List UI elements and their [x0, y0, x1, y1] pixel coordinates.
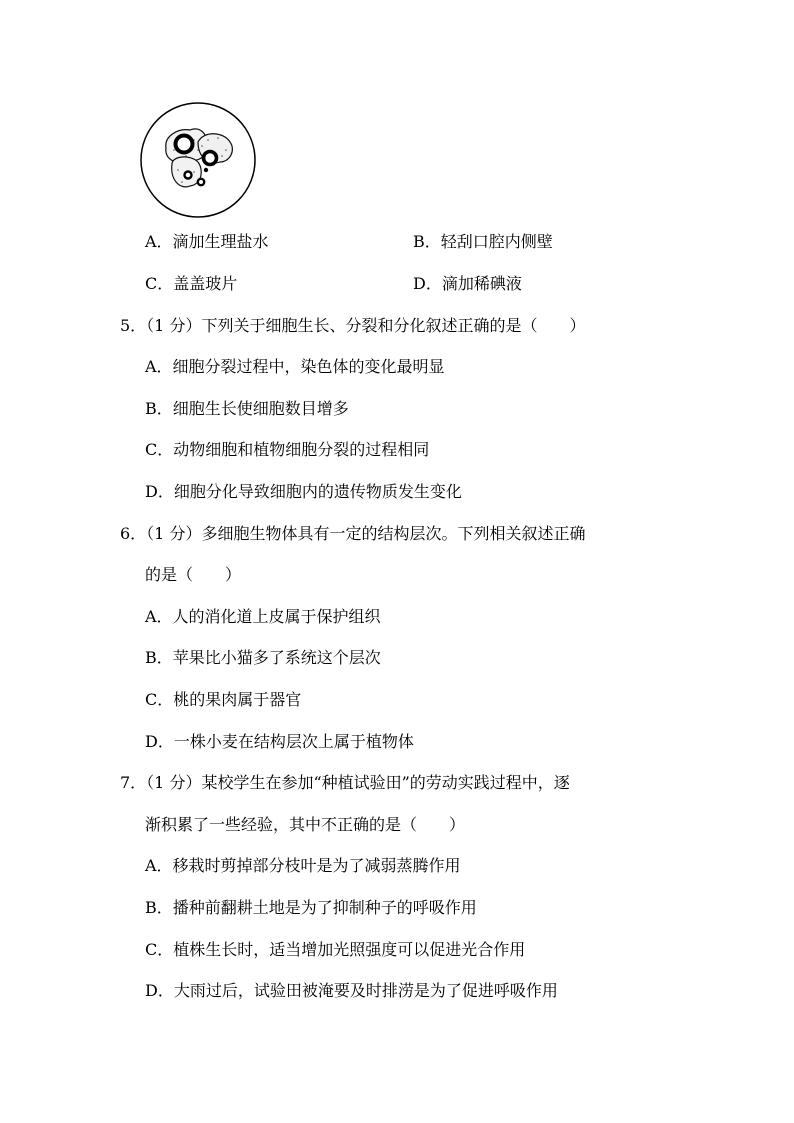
q5-stem: 5．（1 分）下列关于细胞生长、分裂和分化叙述正确的是（ ） — [120, 316, 586, 335]
q5-option-a: A．细胞分裂过程中，染色体的变化最明显 — [145, 357, 445, 376]
q4-option-c: C．盖盖玻片 — [145, 274, 238, 293]
q5-option-d: D．细胞分化导致细胞内的遗传物质发生变化 — [145, 482, 462, 501]
q7-stem-line1: 7．（1 分）某校学生在参加“种植试验田”的劳动实践过程中，逐 — [120, 773, 570, 792]
q6-option-a: A．人的消化道上皮属于保护组织 — [145, 607, 381, 626]
q4-option-d: D．滴加稀碘液 — [413, 274, 522, 293]
q6-stem-line2: 的是（ ） — [145, 565, 242, 584]
q7-stem-line2: 渐积累了一些经验，其中不正确的是（ ） — [145, 815, 466, 834]
q7-option-a: A．移栽时剪掉部分枝叶是为了减弱蒸腾作用 — [145, 856, 461, 875]
q5-option-c: C．动物细胞和植物细胞分裂的过程相同 — [145, 440, 430, 459]
q4-option-b: B．轻刮口腔内侧壁 — [413, 232, 553, 251]
microscope-field-figure — [138, 100, 258, 220]
q5-option-b: B．细胞生长使细胞数目增多 — [145, 399, 349, 418]
q6-option-d: D．一株小麦在结构层次上属于植物体 — [145, 732, 414, 751]
q6-option-b: B．苹果比小猫多了系统这个层次 — [145, 648, 381, 667]
q7-option-d: D．大雨过后，试验田被淹要及时排涝是为了促进呼吸作用 — [145, 981, 558, 1000]
q7-option-b: B．播种前翻耕土地是为了抑制种子的呼吸作用 — [145, 898, 477, 917]
q7-option-c: C．植株生长时，适当增加光照强度可以促进光合作用 — [145, 940, 526, 959]
q6-option-c: C．桃的果肉属于器官 — [145, 690, 302, 709]
q6-stem-line1: 6．（1 分）多细胞生物体具有一定的结构层次。下列相关叙述正确 — [120, 524, 586, 543]
microscope-view-image — [138, 100, 258, 220]
q4-option-a: A．滴加生理盐水 — [145, 232, 269, 251]
